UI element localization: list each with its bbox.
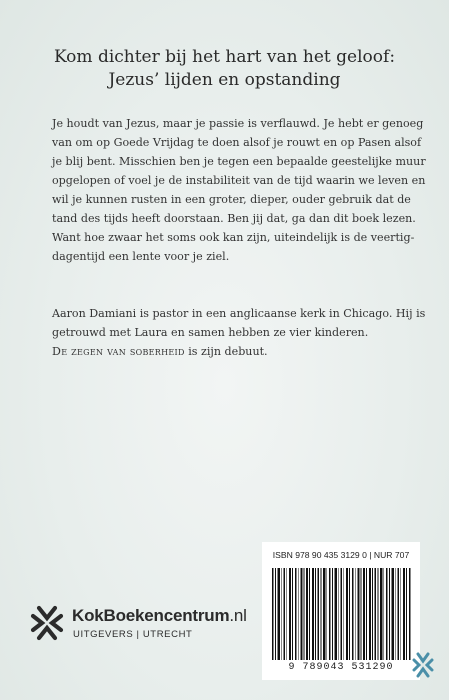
- headline-line-1: Kom dichter bij het hart van het geloof:: [53, 47, 396, 67]
- blurb-line: dagentijd een lente voor je ziel.: [52, 250, 230, 263]
- book-title: De zegen van soberheid: [52, 345, 185, 358]
- blurb-line: wil je kunnen rusten in een groter, dieper, ouder gebruik dat de: [52, 193, 411, 206]
- headline-line-2: Jezus’ lijden en opstanding: [108, 70, 341, 90]
- publisher-subline: UITGEVERS | UTRECHT: [73, 629, 193, 640]
- author-bio-line-1: Aaron Damiani is pastor in een anglicaanse kerk in Chicago. Hij is: [52, 307, 426, 320]
- author-bio-line-3-rest: is zijn debuut.: [184, 345, 268, 358]
- blurb-line: opgelopen of voel je de instabiliteit van de tijd waarin we leven en: [52, 174, 426, 187]
- blurb-line: tand des tijds heeft doorstaan. Ben jij dat, ga dan dit boek lezen.: [52, 212, 416, 225]
- isbn-text: ISBN 978 90 435 3129 0 | NUR 707: [272, 550, 410, 560]
- blurb-line: je blij bent. Misschien ben je tegen een bepaalde geestelijke muur: [52, 155, 426, 168]
- publisher-name-bold: KokBoekencentrum: [72, 606, 230, 625]
- publisher-logo: [30, 600, 260, 648]
- cross-star-logo-icon: [30, 602, 64, 644]
- publisher-name: [72, 606, 247, 626]
- blurb-line: van om op Goede Vrijdag te doen alsof je rouwt en op Pasen alsof: [52, 136, 422, 149]
- author-bio: [52, 304, 426, 361]
- blurb-line: Je houdt van Jezus, maar je passie is verflauwd. Je hebt er genoeg: [52, 117, 424, 130]
- cross-star-logo-icon: [412, 650, 434, 680]
- isbn-label: [262, 542, 420, 680]
- author-bio-line-3: [52, 342, 412, 361]
- publisher-name-suffix: .nl: [229, 606, 247, 625]
- blurb-line: Want hoe zwaar het soms ook kan zijn, uiteindelijk is de veertig-: [52, 231, 415, 244]
- author-bio-line-2: getrouwd met Laura en samen hebben ze vier kinderen.: [52, 326, 369, 339]
- headline: [40, 46, 409, 92]
- blurb-paragraph: [52, 114, 426, 266]
- barcode: [272, 568, 412, 660]
- barcode-digits: 9 789043 531290: [288, 662, 394, 673]
